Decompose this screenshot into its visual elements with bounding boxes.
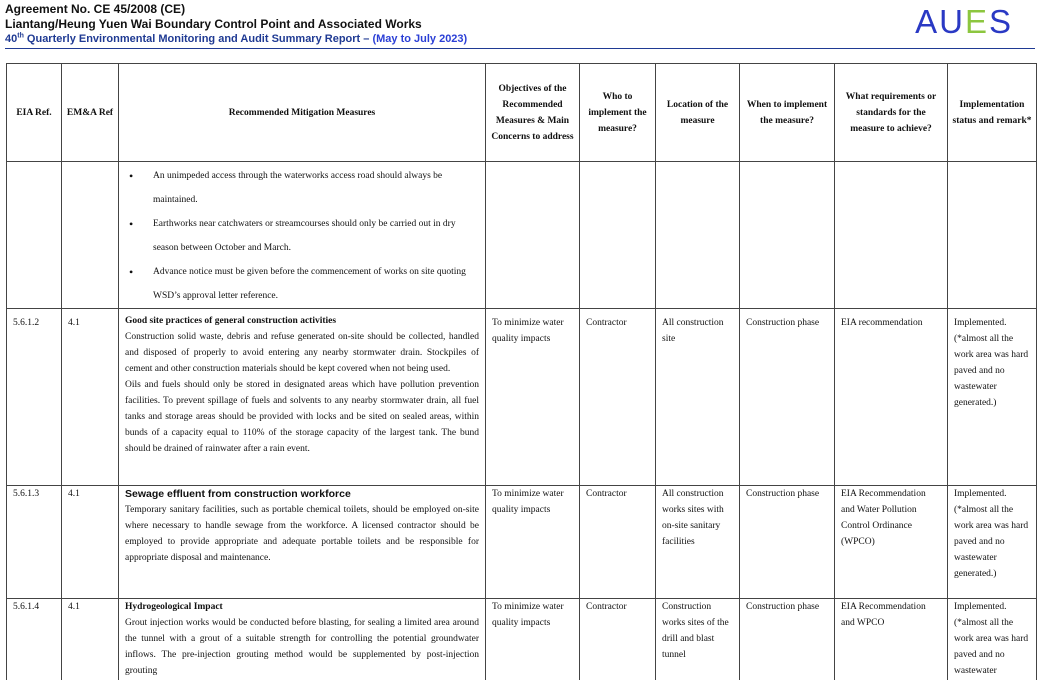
table-row (7, 599, 1037, 680)
objective-cell: To minimize water quality impacts (486, 599, 580, 680)
agreement-number: Agreement No. CE 45/2008 (CE) (5, 2, 186, 16)
col-header-ema-ref: EM&A Ref (62, 64, 119, 162)
when-cell: Construction phase (740, 599, 835, 680)
report-header (5, 2, 1035, 48)
measure-cell (119, 309, 486, 486)
table-row (7, 309, 1037, 486)
table-cell (62, 162, 119, 309)
report-title (5, 32, 1035, 46)
location-cell: All construction site (656, 309, 740, 486)
ema-ref-cell: 4.1 (62, 486, 119, 599)
project-title: Liantang/Heung Yuen Wai Boundary Control Point and Associated Works (5, 17, 422, 31)
who-cell: Contractor (580, 309, 656, 486)
measure-text: Temporary sanitary facilities, such as portable chemical toilets, should be employed on-site where necessary to handle sewage from the workforce. A licensed contractor should be employed to provide appropriate and adequate portable toilets and be responsible for appropriate disposal and maintenance. (125, 505, 479, 563)
measure-title: Sewage effluent from construction workforce (125, 488, 351, 500)
table-cell (7, 162, 62, 309)
col-header-objectives: Objectives of the Recommended Measures & Main Concerns to address (486, 64, 580, 162)
ema-ref-cell: 4.1 (62, 599, 119, 680)
table-cell (656, 162, 740, 309)
table-row (7, 162, 1037, 309)
objective-cell: To minimize water quality impacts (486, 309, 580, 486)
measure-cell (119, 599, 486, 680)
bullet-item: • Earthworks near catchwaters or streamcourses should only be carried out in dry season between October and March. (125, 212, 479, 260)
table-cell (835, 162, 948, 309)
col-header-who: Who to implement the measure? (580, 64, 656, 162)
col-header-eia-ref: EIA Ref. (7, 64, 62, 162)
status-cell: Implemented. (*almost all the work area was hard paved and no wastewater generated.) (948, 486, 1037, 599)
table-cell (580, 162, 656, 309)
when-cell: Construction phase (740, 486, 835, 599)
measure-cell (119, 486, 486, 599)
table-header-row (7, 64, 1037, 162)
bullet-item: • An unimpeded access through the waterworks access road should always be maintained. (125, 164, 479, 212)
requirement-cell: EIA recommendation (835, 309, 948, 486)
objective-cell: To minimize water quality impacts (486, 486, 580, 599)
measure-text: Grout injection works would be conducted before blasting, for sealing a limited area around the tunnel with a grout of a suitable strength for controlling the potential groundwater inflows. The pre-injection grouting method would be supplemented by post-injection grouting (125, 618, 479, 676)
measure-text: Construction solid waste, debris and refuse generated on-site should be collected, handled and disposed of properly to avoid entering any nearby stormwater drain. Stockpiles of cement and other construction materials should be kept covered when not being used. (125, 332, 479, 374)
col-header-location: Location of the measure (656, 64, 740, 162)
table-cell (740, 162, 835, 309)
col-header-when: When to implement the measure? (740, 64, 835, 162)
col-header-status: Implementation status and remark* (948, 64, 1037, 162)
bullet-item: • Advance notice must be given before the commencement of works on site quoting WSD’s approval letter reference. (125, 260, 479, 308)
status-cell: Implemented. (*almost all the work area was hard paved and no wastewater (948, 599, 1037, 680)
table-cell (948, 162, 1037, 309)
measure-title: Hydrogeological Impact (125, 602, 223, 612)
logo-letter: U (939, 3, 965, 40)
location-cell: Construction works sites of the drill and blast tunnel (656, 599, 740, 680)
report-number: 40 (5, 33, 18, 45)
measure-title: Good site practices of general construction activities (125, 316, 337, 326)
requirement-cell: EIA Recommendation and Water Pollution Control Ordinance (WPCO) (835, 486, 948, 599)
eia-ref-cell: 5.6.1.2 (7, 309, 62, 486)
logo-letter: E (964, 3, 989, 40)
status-cell: Implemented. (*almost all the work area was hard paved and no wastewater generated.) (948, 309, 1037, 486)
report-number-suffix: th (17, 32, 24, 40)
requirement-cell: EIA Recommendation and WPCO (835, 599, 948, 680)
col-header-requirements: What requirements or standards for the measure to achieve? (835, 64, 948, 162)
eia-ref-cell: 5.6.1.3 (7, 486, 62, 599)
location-cell: All construction works sites with on-site sanitary facilities (656, 486, 740, 599)
eia-ref-cell: 5.6.1.4 (7, 599, 62, 680)
when-cell: Construction phase (740, 309, 835, 486)
bullet-list-cell (119, 162, 486, 309)
report-period: (May to July 2023) (372, 33, 468, 45)
who-cell: Contractor (580, 486, 656, 599)
logo-letter: S (988, 3, 1013, 40)
col-header-measures: Recommended Mitigation Measures (119, 64, 486, 162)
who-cell: Contractor (580, 599, 656, 680)
measure-text: Oils and fuels should only be stored in designated areas which have pollution prevention facilities. To prevent spillage of fuels and solvents to any nearby stormwater drain, all fuel tanks and storage areas should be provided with locks and be sited on sealed areas, within bunds of a capacity equal to 110% of the storage capacity of the largest tank. The bund should be drained of rainwater after a rain event. (125, 380, 479, 454)
aues-logo (915, 2, 1013, 42)
table-row (7, 486, 1037, 599)
mitigation-measures-table (6, 63, 1037, 680)
ema-ref-cell: 4.1 (62, 309, 119, 486)
table-cell (486, 162, 580, 309)
header-divider (5, 48, 1035, 49)
report-title-text: Quarterly Environmental Monitoring and Audit Summary Report – (23, 33, 373, 45)
logo-letter: A (915, 3, 940, 40)
